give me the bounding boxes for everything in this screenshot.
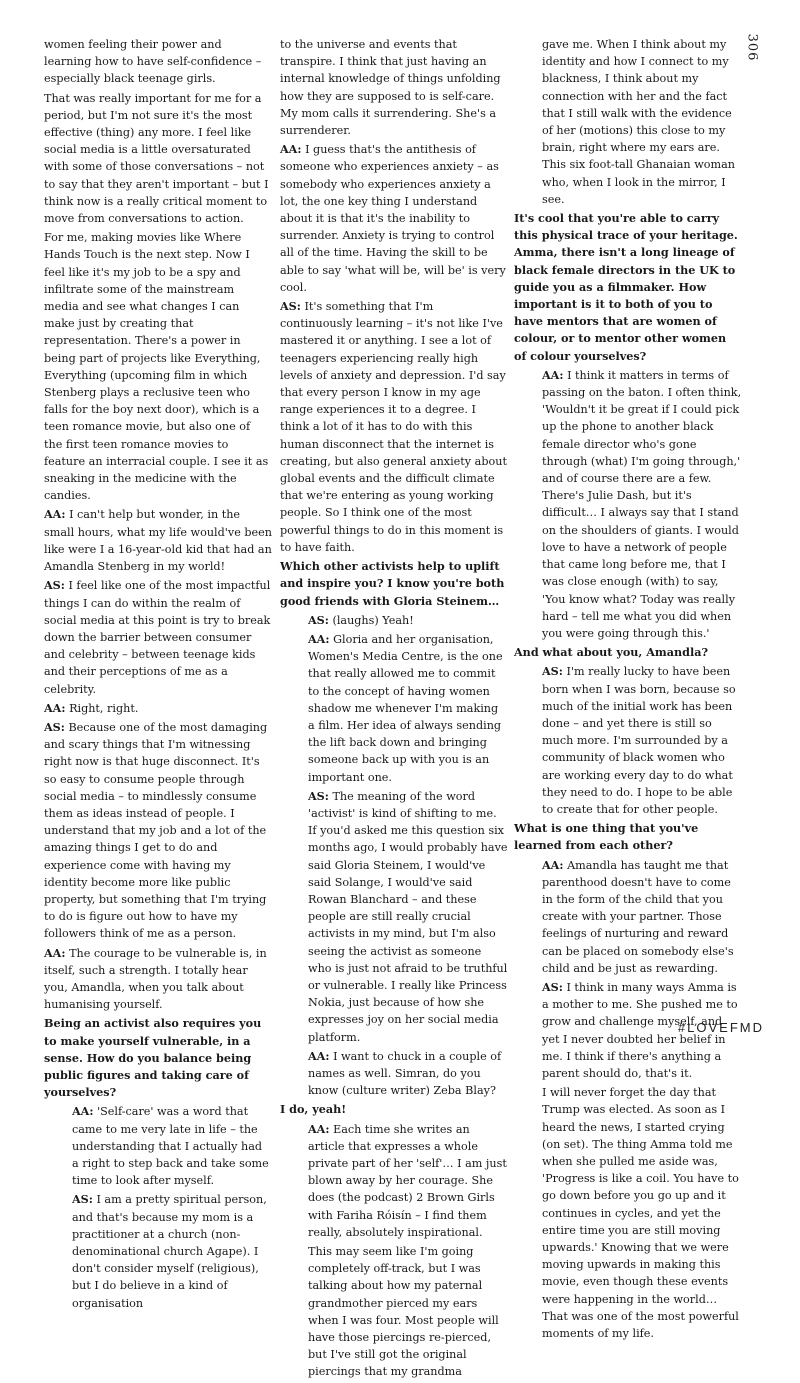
body-paragraph	[44, 90, 272, 228]
speaker-label: AA:	[44, 700, 66, 715]
body-paragraph	[514, 36, 742, 208]
speaker-label: AA:	[308, 631, 330, 646]
paragraph-text: I feel like one of the most impactful things I can do within the realm of social media at this point is try to break down the barrier between consumer and celebrity – between teenage kids and their perceptions of me as a celebrity.	[44, 579, 271, 696]
interview-question: And what about you, Amandla?	[514, 645, 709, 660]
speaker-paragraph	[280, 612, 508, 629]
interview-question: Being an activist also requires you to make yourself vulnerable, in a sense. How do you balance being public figures and taking care of yourselves?	[44, 1016, 262, 1100]
speaker-label: AS:	[308, 612, 329, 627]
paragraph-text: gave me. When I think about my identity and how I connect to my blackness, I think about my connection with her and the fact that I still walk with the evidence of her (motions) this close to my brain, right where my ears are. This six foot-tall Ghanaian woman who, when I look in the mirror, I see.	[542, 38, 735, 206]
speaker-label: AA:	[280, 142, 302, 157]
speaker-paragraph	[280, 788, 508, 1046]
speaker-label: AA:	[308, 1121, 330, 1136]
interview-question: I do, yeah!	[280, 1102, 347, 1117]
paragraph-text: I guess that's the antithesis of someone who experiences anxiety – as somebody who experiences anxiety a lot, the one key thing I understand about it is that it's the inability to surrender. Anxiety is trying to control all of the time. Having the skill to be able to say 'what will be, will be' is very cool.	[280, 143, 506, 294]
paragraph-text: 'Self-care' was a word that came to me very late in life – the understanding that I actually had a right to step back and take some time to look after myself.	[72, 1105, 269, 1188]
paragraph-text: I can't help but wonder, in the small hours, what my life would've been like were I a 16-year-old kid that had an Amandla Stenberg in my world!	[44, 508, 272, 574]
interview-question: What is one thing that you've learned from each other?	[514, 821, 699, 853]
column-2	[280, 36, 508, 1383]
speaker-label: AS:	[280, 299, 301, 314]
paragraph-text: I'm really lucky to have been born when I was born, because so much of the initial work has been done – and yet there is still so much more. I'm surrounded by a community of black women who are working every day to do what they need to do. I hope to be able to create that for other people.	[542, 665, 736, 816]
paragraph-text: I will never forget the day that Trump was elected. As soon as I heard the news, I started crying (on set). The thing Amma told me when she pulled me aside was, 'Progress is like a coil. You have to go down before you go up and it continues in cycles, and yet the entire time you are still moving upwards.' Knowing that we were moving upwards in making this movie, even though these events were happening in the world… That was one of the most powerful moments of my life.	[542, 1086, 739, 1341]
speaker-label: AS:	[44, 578, 65, 593]
paragraph-text: Each time she writes an article that expresses a whole private part of her 'self'… I am just blown away by her courage. She does (the podcast) 2 Brown Girls with Fariha Róisín – I find them really, absolutely inspirational.	[308, 1122, 507, 1239]
body-paragraph	[280, 36, 508, 139]
speaker-paragraph	[280, 1048, 508, 1100]
paragraph-text: (laughs) Yeah!	[332, 613, 414, 627]
body-paragraph	[514, 1084, 742, 1342]
body-paragraph	[44, 36, 272, 88]
speaker-paragraph	[44, 945, 272, 1014]
speaker-paragraph	[44, 1191, 272, 1311]
paragraph-text: I am a pretty spiritual person, and that's because my mom is a practitioner at a church (non-denominational church Agape). I don't consider myself (religious), but I do believe in a kind of organisation	[72, 1193, 267, 1310]
paragraph-text: The courage to be vulnerable is, in itself, such a strength. I totally hear you, Amandla, when you talk about humanising yourself.	[44, 946, 267, 1012]
speaker-label: AS:	[542, 979, 563, 994]
paragraph-text: For me, making movies like Where Hands Touch is the next step. Now I feel like it's my job to be a spy and infiltrate some of the mainstream media and see what changes I can make just by creating that representation. There's a power in being part of projects like Everything, Everything (upcoming film in which Stenberg plays a reclusive teen who falls for the boy next door), which is a teen romance movie, but also one of the first teen romance movies to feature an interracial couple. I see it as sneaking in the medicine with the candies.	[44, 231, 269, 503]
speaker-label: AS:	[308, 788, 329, 803]
speaker-label: AA:	[308, 1048, 330, 1063]
paragraph-text: I want to chuck in a couple of names as well. Simran, do you know (culture writer) Zeba Blay?	[308, 1049, 502, 1098]
speaker-paragraph	[514, 857, 742, 977]
interview-question: Which other activists help to uplift and inspire you? I know you're both good friends with Gloria Steinem…	[280, 559, 505, 608]
paragraph-text: The meaning of the word 'activist' is kind of shifting to me. If you'd asked me this question six months ago, I would probably have said Gloria Steinem, I would've said Solange, I would've said Rowan Blanchard – and these people are still really crucial activists in my mind, but I'm also seeing the activist as someone who is just not afraid to be truthful or vulnerable. I really like Princess Nokia, just because of how she expresses joy on her social media platform.	[308, 789, 508, 1044]
column-1	[44, 36, 272, 1314]
speaker-paragraph	[514, 663, 742, 818]
paragraph-text: I think in many ways Amma is a mother to me. She pushed me to grow and challenge myself, and yet I never doubted her belief in me. I think if there's anything a parent should do, that's it.	[542, 980, 738, 1080]
paragraph-text: Amandla has taught me that parenthood doesn't have to come in the form of the child that you create with your partner. Those feelings of nurturing and reward can be placed on somebody else's child and be just as rewarding.	[542, 858, 734, 975]
watermark: #LOVEFMD	[677, 1020, 764, 1035]
column-3	[514, 36, 742, 1344]
speaker-paragraph	[44, 700, 272, 717]
speaker-paragraph	[44, 719, 272, 943]
speaker-label: AA:	[72, 1104, 94, 1119]
speaker-paragraph	[280, 298, 508, 556]
speaker-paragraph	[44, 577, 272, 697]
paragraph-text: I think it matters in terms of passing on the baton. I often think, 'Wouldn't it be great if I could pick up the phone to another black female director who's gone through (what) I'm going through,' and of course there are a few. There's Julie Dash, but it's difficult… I always say that I stand on the shoulders of giants. I would love to have a network of people that came long before me, that I was close enough (with) to say, 'You know what? Today was really hard – tell me what you did when you were going through this.'	[542, 368, 742, 640]
paragraph-text: Because one of the most damaging and scary things that I'm witnessing right now is that huge disconnect. It's so easy to consume people through social media – to mindlessly consume them as ideas instead of people. I understand that my job and a lot of the amazing things I get to do and experience come with having my identity become more like public property, but something that I'm trying to do is figure out how to have my followers think of me as a person.	[44, 720, 268, 941]
speaker-label: AA:	[44, 507, 66, 522]
speaker-label: AA:	[542, 857, 564, 872]
speaker-paragraph	[514, 367, 742, 642]
paragraph-text: to the universe and events that transpire. I think that just having an internal knowledge of things unfolding how they are supposed to is self-care. My mom calls it surrendering. She's a surrenderer.	[280, 38, 501, 138]
interview-question: It's cool that you're able to carry this physical trace of your heritage. Amma, there isn't a long lineage of black female directors in the UK to guide you as a filmmaker. How important is it to both of you to have mentors that are women of colour, or to mentor other women of colour yourselves?	[514, 211, 738, 363]
page-number: 306	[744, 33, 760, 62]
paragraph-text: Gloria and her organisation, Women's Media Centre, is the one that really allowed me to commit to the concept of having women shadow me whenever I'm making a film. Her idea of always sending the lift back down and bringing someone back up with you is an important one.	[308, 632, 503, 784]
speaker-label: AA:	[542, 367, 564, 382]
speaker-label: AS:	[72, 1192, 93, 1207]
speaker-paragraph	[44, 506, 272, 575]
body-paragraph	[44, 229, 272, 504]
speaker-paragraph	[44, 1103, 272, 1189]
speaker-paragraph	[280, 1121, 508, 1241]
speaker-paragraph	[280, 631, 508, 786]
speaker-label: AA:	[44, 945, 66, 960]
paragraph-text: That was really important for me for a period, but I'm not sure it's the most effective (thing) any more. I feel like social media is a little oversaturated with some of those conversations – not to say that they aren't important – but I think now is a really critical moment to move from conversations to action.	[44, 91, 269, 226]
paragraph-text: This may seem like I'm going completely off-track, but I was talking about how my paternal grandmother pierced my ears when I was four. Most people will have those piercings re-pierced, but I've still got the original piercings that my grandma	[308, 1245, 499, 1379]
paragraph-text: Right, right.	[69, 701, 139, 715]
speaker-label: AS:	[44, 719, 65, 734]
paragraph-text: women feeling their power and learning how to have self-confidence – especially black teenage girls.	[44, 38, 262, 86]
speaker-paragraph	[280, 141, 508, 296]
speaker-label: AS:	[542, 664, 563, 679]
paragraph-text: It's something that I'm continuously learning – it's not like I've mastered it or anything. I see a lot of teenagers experiencing really high levels of anxiety and depression. I'd say that every person I know in my age range experiences it to a degree. I think a lot of it has to do with this human disconnect that the internet is creating, but also general anxiety about global events and the difficult climate that we're entering as young working people. So I think one of the most powerful things to do in this moment is to have faith.	[280, 300, 507, 554]
body-paragraph	[280, 1243, 508, 1381]
